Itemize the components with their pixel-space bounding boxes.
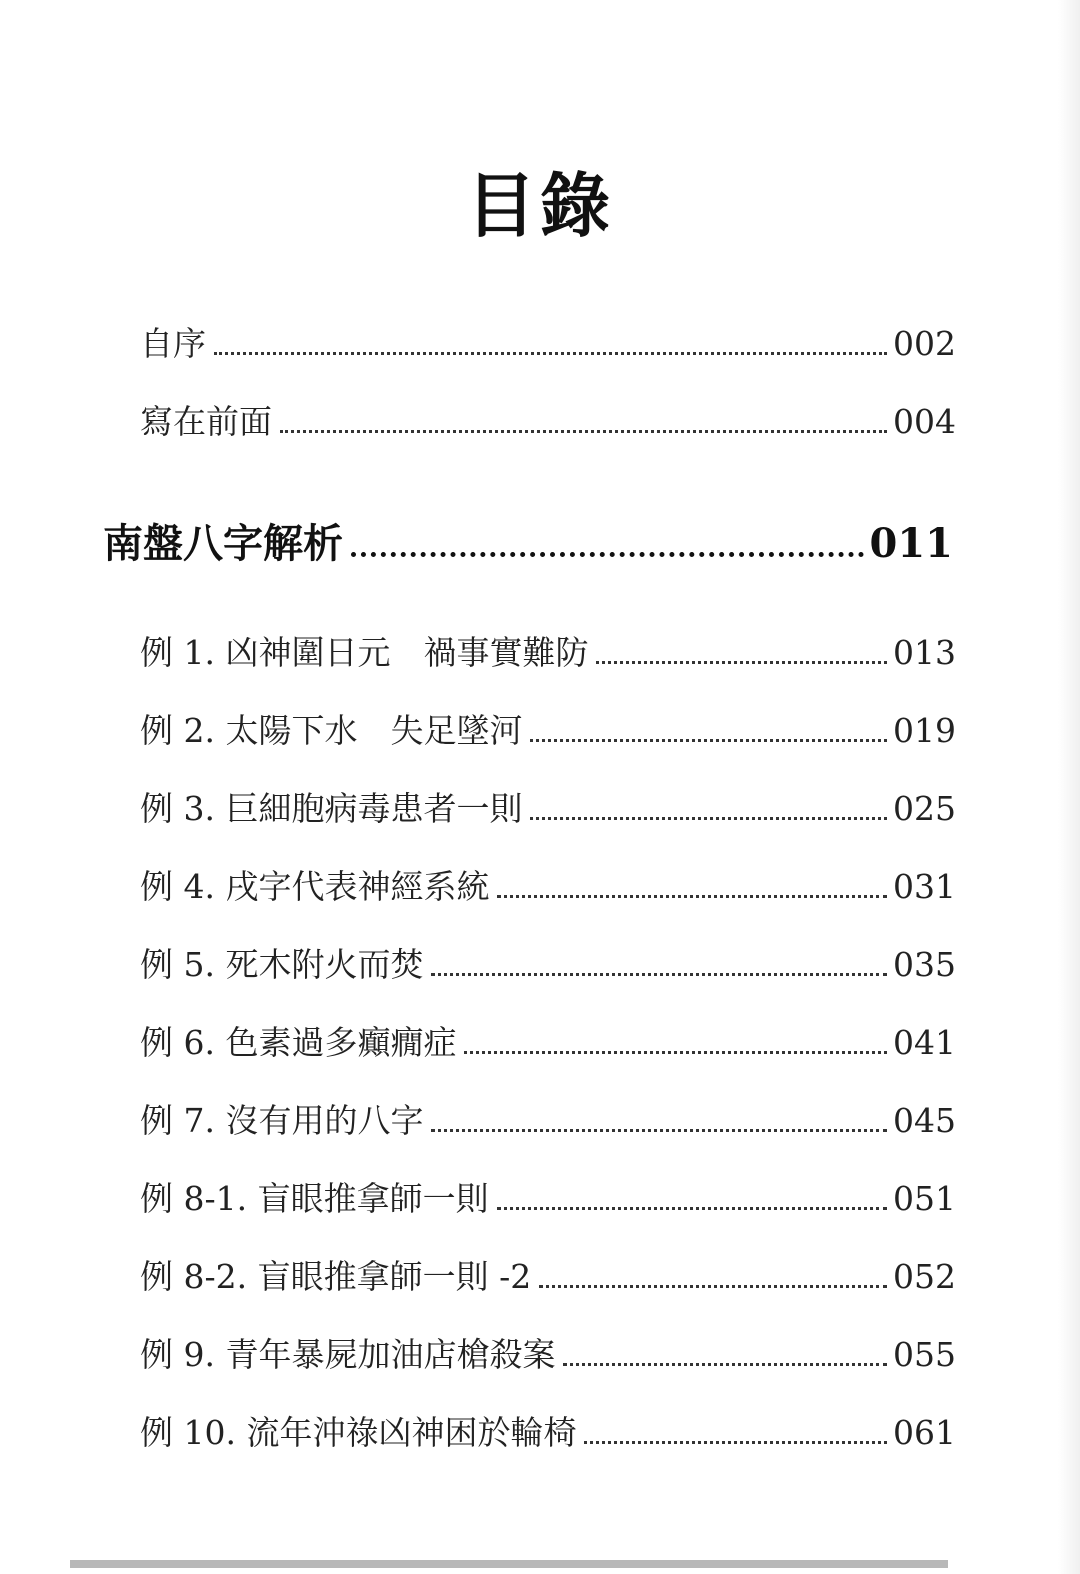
dot-leader (584, 1441, 887, 1444)
toc-entry (140, 1329, 956, 1376)
toc-entry-label: 例 1. 凶神圍日元 禍事實難防 (140, 633, 589, 672)
toc-entry-page: 031 (893, 867, 956, 906)
dot-leader (530, 739, 887, 742)
toc-entry-label: 例 10. 流年沖祿凶神困於輪椅 (140, 1413, 577, 1452)
toc-entry-page: 041 (893, 1023, 956, 1062)
toc-entry-label: 例 3. 巨細胞病毒患者一則 (140, 789, 523, 828)
toc-entry-label: 例 9. 青年暴屍加油店槍殺案 (140, 1335, 556, 1374)
toc-entry-label: 例 5. 死木附火而焚 (140, 945, 424, 984)
toc-entry-label: 例 2. 太陽下水 失足墜河 (140, 711, 523, 750)
toc-entry-page: 055 (893, 1335, 956, 1374)
dot-leader (214, 352, 887, 355)
dot-leader (280, 430, 887, 433)
toc-entry-page: 045 (893, 1101, 956, 1140)
dot-leader (596, 661, 887, 664)
toc-entry (140, 1173, 956, 1220)
toc-section-heading (103, 512, 953, 569)
toc-entry-page: 013 (893, 633, 956, 672)
toc-entry-label: 例 6. 色素過多癲癇症 (140, 1023, 457, 1062)
dot-leader (563, 1363, 887, 1366)
toc-entry-page: 002 (893, 324, 956, 363)
toc-entry (140, 1407, 956, 1454)
toc-entry-label: 寫在前面 (140, 402, 272, 441)
toc-entry-page: 035 (893, 945, 956, 984)
dot-leader (539, 1285, 887, 1288)
page-edge-shadow (1058, 0, 1080, 1574)
toc-entry (140, 1095, 956, 1142)
toc-entry-label: 例 7. 沒有用的八字 (140, 1101, 424, 1140)
dot-leader (464, 1051, 887, 1054)
toc-entry (140, 627, 956, 674)
dot-leader (431, 973, 887, 976)
dot-leader (351, 552, 864, 557)
toc-entry-page: 061 (893, 1413, 956, 1452)
toc-entry (140, 1251, 956, 1298)
toc-entry-label: 自序 (140, 324, 206, 363)
toc-entry-page: 019 (893, 711, 956, 750)
toc-entry-page: 004 (893, 402, 956, 441)
toc-section-label: 南盤八字解析 (103, 520, 343, 567)
toc-entry-page: 052 (893, 1257, 956, 1296)
dot-leader (431, 1129, 887, 1132)
toc-entry-label: 例 8-2. 盲眼推拿師一則 -2 (140, 1257, 532, 1296)
toc-entry-page: 051 (893, 1179, 956, 1218)
dot-leader (530, 817, 887, 820)
page-title: 目錄 (466, 164, 614, 247)
toc-entry-foreword (140, 396, 956, 443)
toc-entry-page: 025 (893, 789, 956, 828)
toc-entry-label: 例 8-1. 盲眼推拿師一則 (140, 1179, 489, 1218)
toc-entry (140, 861, 956, 908)
toc-entry (140, 783, 956, 830)
toc-entry-preface (140, 318, 956, 365)
dot-leader (497, 1207, 887, 1210)
toc-section-page: 011 (869, 520, 953, 567)
toc-entry (140, 705, 956, 752)
toc-entry (140, 939, 956, 986)
toc-entry (140, 1017, 956, 1064)
bottom-scroll-bar (70, 1560, 948, 1568)
dot-leader (497, 895, 887, 898)
toc-entry-label: 例 4. 戌字代表神經系統 (140, 867, 490, 906)
